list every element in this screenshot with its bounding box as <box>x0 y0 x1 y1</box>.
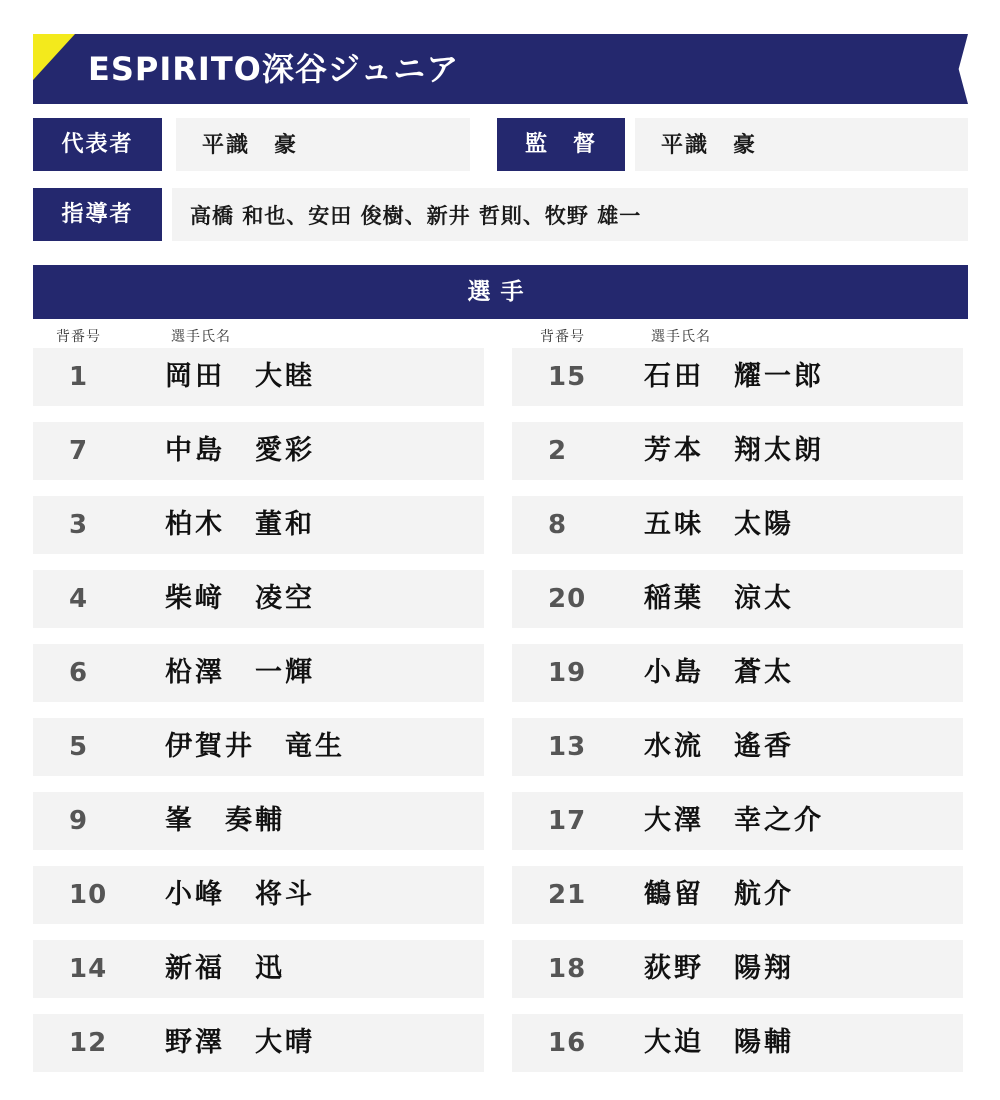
player-name: 野澤 大晴 <box>165 1027 315 1058</box>
player-row <box>512 570 963 628</box>
player-row <box>33 1014 484 1072</box>
manager-label: 監 督 <box>497 118 625 171</box>
player-number: 13 <box>548 732 587 762</box>
player-row <box>512 644 963 702</box>
player-row <box>33 644 484 702</box>
player-name: 柏木 董和 <box>165 509 315 540</box>
player-number: 21 <box>548 880 587 910</box>
player-number: 10 <box>69 880 108 910</box>
player-number: 7 <box>69 436 89 466</box>
player-number: 9 <box>69 806 89 836</box>
player-number: 17 <box>548 806 587 836</box>
player-number: 1 <box>69 362 89 392</box>
player-name: 中島 愛彩 <box>165 435 315 466</box>
player-row <box>512 940 963 998</box>
player-number: 2 <box>548 436 568 466</box>
player-number: 19 <box>548 658 587 688</box>
player-name: 鶴留 航介 <box>644 879 794 910</box>
player-name: 荻野 陽翔 <box>644 953 794 984</box>
player-name: 柴﨑 凌空 <box>165 583 315 614</box>
player-row <box>512 718 963 776</box>
player-row <box>512 496 963 554</box>
player-name: 小峰 将斗 <box>165 879 315 910</box>
players-section-title: 選手 <box>33 265 968 319</box>
number-column-header-left: 背番号 <box>56 329 101 345</box>
player-name: 峯 奏輔 <box>165 805 285 836</box>
representative-value: 平識 豪 <box>176 118 470 171</box>
player-row <box>512 1014 963 1072</box>
player-row <box>33 866 484 924</box>
player-name: 水流 遙香 <box>644 731 794 762</box>
name-column-header-left: 選手氏名 <box>171 329 231 345</box>
player-row <box>33 348 484 406</box>
player-number: 4 <box>69 584 89 614</box>
player-number: 3 <box>69 510 89 540</box>
player-number: 20 <box>548 584 587 614</box>
player-number: 8 <box>548 510 568 540</box>
player-name: 岡田 大睦 <box>165 361 315 392</box>
player-row <box>33 718 484 776</box>
player-row <box>33 792 484 850</box>
player-row <box>512 422 963 480</box>
player-row <box>33 940 484 998</box>
player-name: 大迫 陽輔 <box>644 1027 794 1058</box>
player-number: 18 <box>548 954 587 984</box>
player-name: 新福 迅 <box>165 953 285 984</box>
player-number: 15 <box>548 362 587 392</box>
manager-value: 平識 豪 <box>635 118 968 171</box>
player-name: 小島 蒼太 <box>644 657 794 688</box>
player-number: 5 <box>69 732 89 762</box>
player-row <box>512 348 963 406</box>
player-name: 五味 太陽 <box>644 509 794 540</box>
player-row <box>33 570 484 628</box>
player-row <box>33 496 484 554</box>
name-column-header-right: 選手氏名 <box>651 329 711 345</box>
player-name: 柗澤 一輝 <box>165 657 315 688</box>
player-number: 16 <box>548 1028 587 1058</box>
player-name: 石田 耀一郎 <box>644 361 824 392</box>
player-name: 稲葉 涼太 <box>644 583 794 614</box>
player-row <box>512 792 963 850</box>
representative-label: 代表者 <box>33 118 162 171</box>
player-number: 14 <box>69 954 108 984</box>
coaches-label: 指導者 <box>33 188 162 241</box>
player-name: 芳本 翔太朗 <box>644 435 824 466</box>
player-name: 伊賀井 竜生 <box>165 731 345 762</box>
team-name: ESPIRITO深谷ジュニア <box>88 50 460 88</box>
player-row <box>33 422 484 480</box>
player-number: 6 <box>69 658 89 688</box>
player-name: 大澤 幸之介 <box>644 805 824 836</box>
player-row <box>512 866 963 924</box>
number-column-header-right: 背番号 <box>540 329 585 345</box>
coaches-value: 高橋 和也、安田 俊樹、新井 哲則、牧野 雄一 <box>172 188 968 241</box>
player-number: 12 <box>69 1028 108 1058</box>
